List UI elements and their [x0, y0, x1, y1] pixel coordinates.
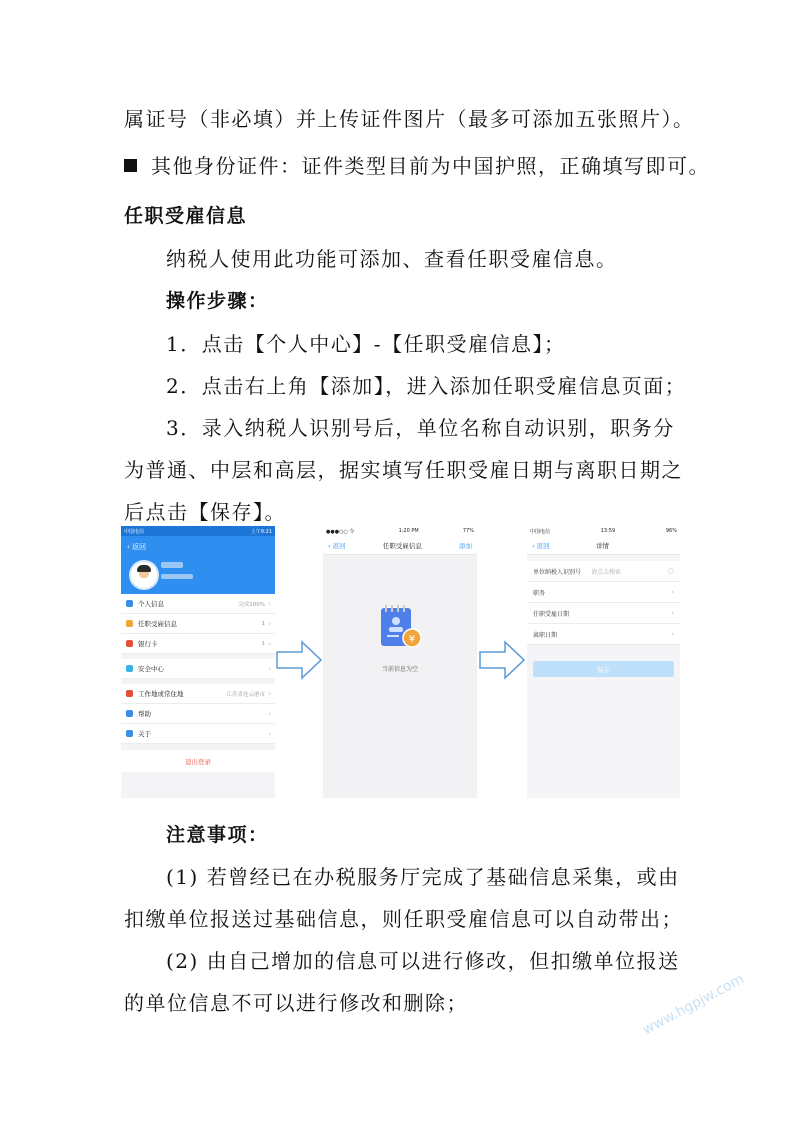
battery: 96% — [665, 528, 677, 534]
nav-bar — [323, 536, 477, 555]
menu-item[interactable] — [121, 594, 275, 614]
screenshot-employment-list — [323, 526, 477, 798]
logout-button[interactable]: 退出登录 — [121, 750, 275, 772]
chevron-right-icon: › — [671, 609, 674, 617]
menu-item-icon — [126, 620, 133, 627]
chevron-right-icon: › — [671, 588, 674, 596]
back-button[interactable]: ‹ 返回 — [127, 543, 147, 551]
menu-item-icon — [126, 710, 133, 717]
back-label: 返回 — [536, 541, 550, 550]
form-field[interactable] — [527, 582, 680, 603]
nav-title: 任职受雇信息 — [382, 541, 422, 550]
menu-item-value: 1 — [261, 640, 265, 647]
menu-item[interactable] — [121, 659, 275, 679]
note-2-line-1: (2) 由自己增加的信息可以进行修改，但扣缴单位报送 — [166, 949, 680, 973]
signal: ●●●○○ 令 — [326, 528, 355, 535]
menu-item-icon — [126, 665, 133, 672]
chevron-right-icon: › — [268, 689, 271, 698]
step-2: 2．点击右上角【添加】，进入添加任职受雇信息页面； — [166, 374, 687, 398]
menu-item-icon — [126, 730, 133, 737]
form-field[interactable] — [527, 603, 680, 624]
detail-form — [527, 561, 680, 645]
menu-item-value: 江苏省连云港市 — [226, 691, 265, 698]
step-1: 1．点击【个人中心】-【任职受雇信息】； — [166, 332, 566, 356]
paragraph-other-id — [124, 150, 710, 179]
step-3-line-1: 3．录入纳税人识别号后，单位名称自动识别，职务分 — [166, 416, 675, 440]
clock: 13:59 — [600, 528, 616, 534]
chevron-right-icon: › — [268, 639, 271, 648]
steps-title: 操作步骤： — [166, 290, 269, 312]
menu-item-icon — [126, 690, 133, 697]
menu-list — [121, 594, 275, 744]
userid-redacted — [161, 574, 193, 579]
menu-item[interactable] — [121, 704, 275, 724]
form-field-label: 单位纳税人识别号 — [533, 568, 582, 576]
section-title: 任职受雇信息 — [124, 205, 248, 227]
menu-item[interactable] — [121, 614, 275, 634]
battery: 77% — [462, 528, 474, 534]
menu-item-label: 个人信息 — [138, 600, 164, 608]
right-arrow-icon — [276, 640, 322, 680]
paragraph-id-number: 属证号（非必填）并上传证件图片（最多可添加五张照片）。 — [124, 107, 695, 131]
form-field-placeholder: 请点击搜索 — [591, 568, 622, 576]
menu-item-icon — [126, 600, 133, 607]
chevron-right-icon: › — [268, 729, 271, 738]
note-1-line-2: 扣缴单位报送过基础信息，则任职受雇信息可以自动带出； — [124, 907, 683, 931]
menu-item-value: 1 — [261, 620, 265, 627]
search-icon: ○ — [667, 567, 674, 575]
add-button[interactable]: 添加 — [458, 541, 472, 550]
empty-message: 当前信息为空 — [381, 666, 418, 673]
back-label: 返回 — [332, 541, 346, 550]
carrier: 中国电信 — [530, 528, 551, 535]
chevron-right-icon: › — [671, 630, 674, 638]
right-arrow-icon — [479, 640, 525, 680]
status-bar — [527, 526, 680, 536]
carrier: 中国电信 — [124, 528, 145, 535]
form-field-label: 职务 — [533, 589, 546, 597]
screenshot-personal-center — [121, 526, 275, 798]
menu-item[interactable] — [121, 724, 275, 744]
menu-item[interactable] — [121, 684, 275, 704]
username-redacted — [161, 562, 183, 568]
save-button[interactable]: 保存 — [533, 661, 674, 677]
paragraph-intro: 纳税人使用此功能可添加、查看任职受雇信息。 — [166, 247, 618, 271]
svg-text:¥: ¥ — [408, 634, 416, 645]
nav-title: 详情 — [595, 541, 609, 550]
notes-title: 注意事项： — [166, 824, 269, 846]
menu-item-label: 银行卡 — [138, 640, 158, 648]
clock: 1:20 PM — [398, 528, 419, 534]
menu-item-label: 工作地或常住地 — [138, 690, 184, 698]
chevron-right-icon: › — [268, 709, 271, 718]
menu-item-icon — [126, 640, 133, 647]
form-field-label: 离职日期 — [533, 631, 558, 639]
note-1-line-1: (1) 若曾经已在办税服务厅完成了基础信息采集，或由 — [166, 865, 680, 889]
back-button[interactable]: ‹ 返回 — [328, 541, 346, 550]
menu-item-label: 安全中心 — [138, 665, 164, 673]
menu-item-label: 关于 — [138, 730, 151, 738]
avatar — [129, 560, 159, 590]
menu-item-label: 帮助 — [138, 710, 151, 718]
nav-bar — [527, 536, 680, 555]
step-3-line-2: 为普通、中层和高层，据实填写任职受雇日期与离职日期之 — [124, 458, 683, 482]
paragraph-other-id-text: 其他身份证件：证件类型目前为中国护照，正确填写即可。 — [151, 154, 710, 178]
status-bar — [323, 526, 477, 536]
clock: 上午9:21 — [250, 528, 272, 535]
watermark: www.hgpjw.com — [640, 971, 747, 1039]
menu-item-label: 任职受雇信息 — [138, 620, 177, 628]
form-field[interactable] — [527, 624, 680, 645]
back-button[interactable]: ‹ 返回 — [532, 541, 550, 550]
chevron-right-icon: › — [268, 664, 271, 673]
chevron-right-icon: › — [268, 599, 271, 608]
note-2-line-2: 的单位信息不可以进行修改和删除； — [124, 991, 468, 1015]
back-label: 返回 — [132, 543, 147, 551]
step-3-line-3: 后点击【保存】。 — [124, 500, 286, 524]
profile-header — [121, 526, 275, 594]
form-field[interactable] — [527, 561, 680, 582]
status-bar — [121, 526, 275, 536]
square-bullet-icon — [124, 159, 137, 172]
menu-item[interactable] — [121, 634, 275, 654]
menu-item-value: 完成100% — [238, 601, 265, 608]
chevron-right-icon: › — [268, 619, 271, 628]
screenshot-employment-detail — [527, 526, 680, 798]
form-field-label: 任职受雇日期 — [533, 610, 570, 618]
empty-document-icon — [377, 604, 423, 654]
